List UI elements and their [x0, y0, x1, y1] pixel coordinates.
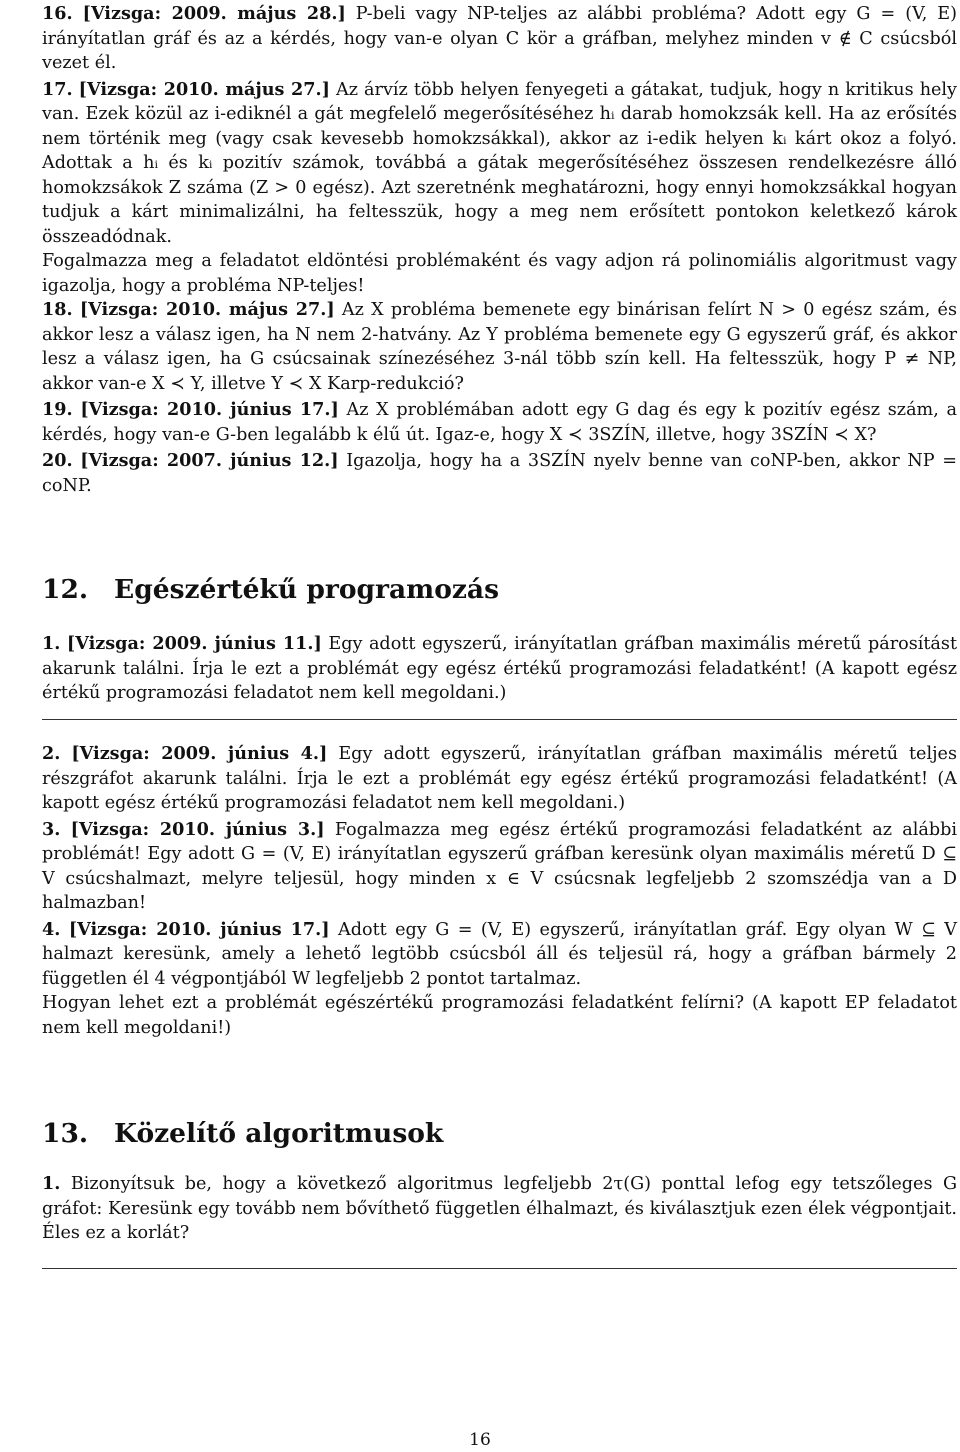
exercise-source: [Vizsga: 2007. június 12.]: [80, 450, 339, 471]
exercise-text: Fogalmazza meg egész értékű programozási feladatként az alábbi problémát! Egy adott G = (V, E) irányítatlan egyszerű gráfban keresünk olyan maximális méretű D ⊆ V csúcshalmazt, melyre teljesül, hogy minden x ∈ V csúcsnak legfeljebb 2 szomszédja van a D halmazban!: [42, 819, 958, 913]
exercise-number: 1.: [42, 633, 61, 654]
exercise-20: [42, 449, 957, 498]
exercise-text: P-beli vagy NP-teljes az alábbi probléma? Adott egy G = (V, E) irányítatlan gráf és az a kérdés, hogy van-e olyan C kör a gráfban, melyhez minden v ∉ C csúcsból vezet él.: [42, 4, 958, 73]
exercise-number: 18.: [42, 299, 73, 320]
exercise-number: 3.: [42, 818, 61, 840]
exercise-number: 16.: [42, 3, 73, 24]
exercise-source: [Vizsga: 2010. június 17.]: [68, 918, 330, 940]
exercise-12-4-continued: [42, 991, 957, 1040]
exercise-text: Az árvíz több helyen fenyegeti a gátakat, tudjuk, hogy n kritikus hely van. Ezek közül az i-ediknél a gát megfelelő megerősítéséhez hᵢ darab homokzsák kell. Ha az erősítés nem történik meg (vagy csak kevesebb homokzsákkal), akkor az i-edik helyen kᵢ kárt okoz a folyó. Adottak a hᵢ és kᵢ pozitív számok, továbbá a gátak megerősítéséhez összesen rendelkezésre álló homokzsákok Z száma (Z > 0 egész). Azt szeretnénk meghatározni, hogy ennyi homokzsákkal hogyan tudjuk a kárt minimalizálni, ha feltesszük, hogy a meg nem erősített pontokon keletkező károk összeadódnak.: [42, 79, 958, 247]
exercise-text: Igazolja, hogy ha a 3SZÍN nyelv benne van coNP-ben, akkor NP = coNP.: [42, 451, 957, 496]
chapter-title: Közelítő algoritmusok: [114, 1118, 444, 1149]
chapter-heading-12: [42, 574, 957, 606]
exercise-number: 19.: [42, 399, 73, 420]
exercise-text: Egy adott egyszerű, irányítatlan gráfban maximális méretű párosítást akarunk találni. Írja le ezt a problémát egy egész értékű programozási feladatként! (A kapott egész értékű programozási feladatot nem kell megoldani.): [42, 634, 958, 703]
exercise-text: Adott egy G = (V, E) egyszerű, irányítatlan gráf. Egy olyan W ⊆ V halmazt keresünk, amely a lehető legtöbb csúcsból áll és teljesül rá, hogy a gráfban bármely 2 független él 4 végpontjából W legfeljebb 2 pontot tartalmaz.: [42, 919, 958, 989]
exercise-12-2: [42, 742, 957, 816]
page-number: 16: [469, 1430, 491, 1450]
exercise-13-1: [42, 1172, 957, 1246]
exercise-text: Az X probléma bemenete egy binárisan felírt N > 0 egész szám, és akkor lesz a válasz igen, ha N nem 2-hatvány. Az Y probléma bemenete egy G egyszerű gráf, és akkor lesz a válasz igen, ha G csúcsainak színezéséhez 3-nál több szín kell. Ha feltesszük, hogy P ≠ NP, akkor van-e X ≺ Y, illetve Y ≺ X Karp-redukció?: [42, 300, 958, 394]
exercise-source: [Vizsga: 2010. május 27.]: [79, 299, 335, 320]
exercise-number: 17.: [42, 78, 73, 100]
chapter-number: 12.: [42, 574, 89, 605]
exercise-16: [42, 2, 957, 76]
exercise-text: Az X problémában adott egy G dag és egy k pozitív egész szám, a kérdés, hogy van-e G-ben legalább k élű út. Igaz-e, hogy X ≺ 3SZÍN, illetve, hogy 3SZÍN ≺ X?: [42, 400, 958, 445]
exercise-number: 20.: [42, 450, 73, 471]
exercise-source: [Vizsga: 2010. június 17.]: [80, 399, 339, 420]
exercise-source: [Vizsga: 2010. május 27.]: [78, 78, 330, 100]
exercise-19: [42, 398, 957, 447]
chapter-title: Egészértékű programozás: [114, 574, 500, 605]
exercise-block-ch11: [42, 2, 957, 498]
exercise-18: [42, 298, 957, 396]
exercise-number: 2.: [42, 743, 61, 764]
horizontal-divider: [42, 1268, 957, 1269]
exercise-17-continued: [42, 249, 957, 298]
chapter-number: 13.: [42, 1118, 89, 1149]
exercise-text: Egy adott egyszerű, irányítatlan gráfban maximális méretű teljes részgráfot akarunk találni. Írja le ezt a problémát egy egész értékű programozási feladatként! (A kapott egész értékű programozási feladatot nem kell megoldani.): [42, 744, 957, 813]
exercise-block-ch13: [42, 1172, 957, 1246]
exercise-block-ch12a: [42, 632, 957, 706]
chapter-heading-13: [42, 1118, 957, 1150]
exercise-source: [Vizsga: 2009. május 28.]: [82, 3, 346, 24]
exercise-number: 4.: [42, 918, 61, 940]
exercise-number: 1.: [42, 1173, 61, 1194]
exercise-12-1: [42, 632, 957, 706]
exercise-text: Hogyan lehet ezt a problémát egészértékű programozási feladatként felírni? (A kapott EP feladatot nem kell megoldani!): [42, 993, 957, 1038]
horizontal-divider: [42, 719, 957, 720]
exercise-text: Fogalmazza meg a feladatot eldöntési problémaként és vagy adjon rá polinomiális algoritmust vagy igazolja, hogy a probléma NP-teljes!: [42, 251, 957, 296]
exercise-source: [Vizsga: 2009. június 11.]: [66, 633, 322, 654]
exercise-12-3: [42, 818, 957, 916]
exercise-17: [42, 78, 957, 250]
exercise-source: [Vizsga: 2010. június 3.]: [70, 818, 325, 840]
exercise-text: Bizonyítsuk be, hogy a következő algoritmus legfeljebb 2τ(G) ponttal lefog egy tetszőleges G gráfot: Keresünk egy tovább nem bővíthető független élhalmazt, és kiválasztjuk ezen élek végpontjait. Éles ez a korlát?: [42, 1174, 957, 1243]
exercise-source: [Vizsga: 2009. június 4.]: [71, 743, 328, 764]
exercise-block-ch12b: [42, 742, 957, 1040]
exercise-12-4: [42, 918, 957, 992]
